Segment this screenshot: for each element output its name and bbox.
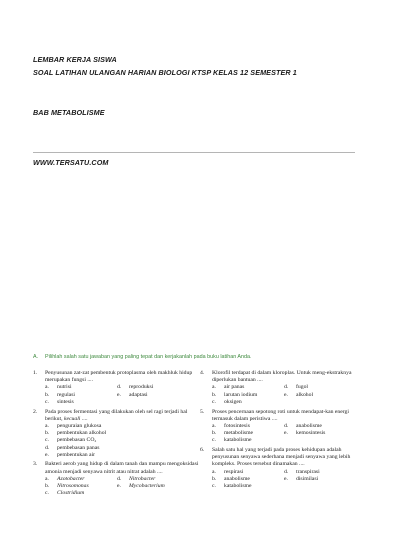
- answer-option: [212, 423, 284, 430]
- questions-left-column: [33, 370, 199, 500]
- answer-option: [212, 392, 284, 399]
- answer-option: [117, 384, 189, 391]
- answer-options: [212, 384, 368, 406]
- answer-option: [45, 452, 189, 459]
- question-text: Salah satu hal yang terjadi pada proses kehidupan adalah penyusunan senyawa sederhana menjadi senyawa yang lebih kompleks. Proses tersebut dinamakan ....: [212, 447, 351, 468]
- horizontal-divider: [33, 152, 355, 153]
- option-text: pembebasan panas: [57, 444, 100, 451]
- option-letter: c.: [45, 490, 49, 497]
- answer-option: [212, 384, 284, 391]
- answer-option: [45, 399, 117, 406]
- option-text: respirasi: [224, 468, 244, 475]
- option-text: Mycobacterium: [129, 483, 165, 490]
- question-number: 2.: [33, 408, 38, 415]
- option-text: air panas: [224, 384, 245, 391]
- answer-option: [45, 445, 189, 452]
- chapter-title: BAB METABOLISME: [33, 108, 105, 117]
- option-text: Nitrosomonas: [57, 483, 89, 490]
- option-text: regulasi: [57, 391, 76, 398]
- answer-option: [45, 490, 117, 497]
- option-text: transpirasi: [296, 468, 320, 475]
- option-text: metabolisme: [224, 430, 254, 437]
- questions-right-column: [200, 370, 368, 493]
- answer-option: [284, 423, 356, 430]
- question-item: [33, 370, 199, 406]
- answer-option: [45, 423, 189, 430]
- option-text: penguraian glukosa: [57, 422, 102, 429]
- answer-option: [45, 483, 117, 490]
- answer-options: [45, 476, 199, 498]
- option-text: Clostridium: [57, 490, 85, 497]
- option-text: adaptasi: [129, 391, 148, 398]
- option-letter: b.: [212, 475, 217, 482]
- question-item: [33, 409, 199, 459]
- option-text: alkohol: [296, 391, 314, 398]
- answer-options: [45, 384, 199, 406]
- option-letter: b.: [212, 391, 217, 398]
- instruction-text: Pilihlah salah satu jawaban yang paling tepat dan kerjakanlah pada buku latihan Anda.: [45, 354, 252, 360]
- question-number: 4.: [200, 370, 205, 376]
- option-letter: b.: [45, 483, 50, 490]
- option-letter: a.: [45, 422, 49, 429]
- option-letter: e.: [45, 451, 49, 458]
- answer-option: [117, 476, 189, 483]
- question-text: Klorofil terdapat di dalam kloroplas. Untuk meng-ekstraknya diperlukan bantuan ....: [212, 370, 352, 384]
- section-instruction: [33, 354, 252, 360]
- question-item: [200, 409, 368, 445]
- option-letter: a.: [45, 475, 49, 482]
- answer-options: [212, 469, 368, 491]
- answer-option: [284, 469, 356, 476]
- question-text: Proses pencernaan sepotong roti untuk mendapat-kan energi termasuk dalam peristiwa ....: [212, 408, 349, 422]
- answer-option: [117, 483, 189, 490]
- option-text: fugol: [296, 384, 309, 391]
- question-number: 3.: [33, 461, 38, 468]
- answer-option: [45, 476, 117, 483]
- option-letter: b.: [45, 391, 50, 398]
- option-letter: e.: [117, 391, 121, 398]
- option-letter: d.: [117, 384, 122, 391]
- option-text: anabolisme: [224, 475, 250, 482]
- option-letter: c.: [212, 483, 216, 490]
- question-text: Bakteri aerob yang hidup di dalam tanah dan mampu mengoksidasi amonia menjadi senyawa nitrit atau nitrat adalah ....: [45, 461, 199, 475]
- question-text: Pada proses fermentasi yang dilakukan oleh sel ragi terjadi hal berikut, kecuali ....: [45, 408, 188, 422]
- option-letter: b.: [45, 430, 50, 437]
- option-letter: a.: [212, 422, 216, 429]
- answer-option: [284, 476, 356, 483]
- option-text: reproduksi: [129, 384, 154, 391]
- option-letter: d.: [284, 422, 289, 429]
- emphasis-word: kecuali: [63, 415, 81, 422]
- question-number: 5.: [200, 408, 205, 415]
- option-letter: d.: [117, 475, 122, 482]
- worksheet-subtitle: SOAL LATIHAN ULANGAN HARIAN BIOLOGI KTSP KELAS 12 SEMESTER 1: [33, 68, 297, 77]
- option-text: katabolisme: [224, 483, 252, 490]
- answer-option: [212, 399, 284, 406]
- answer-option: [284, 384, 356, 391]
- option-letter: c.: [212, 437, 216, 444]
- question-item: [200, 370, 368, 406]
- option-letter: b.: [212, 430, 217, 437]
- answer-option: [117, 392, 189, 399]
- answer-option: [212, 437, 284, 444]
- answer-options: [45, 423, 199, 459]
- answer-option: [212, 483, 284, 490]
- option-letter: e.: [284, 430, 288, 437]
- option-letter: d.: [284, 468, 289, 475]
- worksheet-title: LEMBAR KERJA SISWA: [33, 55, 117, 64]
- option-text: disimilasi: [296, 475, 319, 482]
- option-text: larutan iodium: [224, 391, 258, 398]
- option-text: kemosintesis: [296, 430, 326, 437]
- question-number: 6.: [200, 447, 205, 454]
- option-text: pembebasan CO₂: [57, 437, 97, 444]
- option-text: Azotobacter: [57, 475, 85, 482]
- question-text: Penyusunan zat-zat pembentuk protoplasma oleh makhluk hidup merupakan fungsi ....: [45, 370, 193, 384]
- answer-option: [45, 437, 189, 444]
- option-letter: e.: [284, 475, 288, 482]
- option-text: anabolisme: [296, 422, 322, 429]
- answer-options: [212, 423, 368, 445]
- option-text: sintesis: [57, 398, 74, 405]
- option-text: pembentukan air: [57, 451, 96, 458]
- option-letter: a.: [212, 384, 216, 391]
- option-text: pembentukan alkohol: [57, 430, 107, 437]
- question-item: [33, 461, 199, 497]
- option-letter: d.: [284, 384, 289, 391]
- answer-option: [45, 384, 117, 391]
- option-text: nutrisi: [57, 384, 72, 391]
- option-letter: c.: [212, 398, 216, 405]
- answer-option: [45, 430, 189, 437]
- option-text: Nitrobacter: [129, 475, 156, 482]
- option-letter: c.: [45, 398, 49, 405]
- option-text: katabolisme: [224, 437, 252, 444]
- answer-option: [45, 392, 117, 399]
- answer-option: [284, 392, 356, 399]
- option-letter: d.: [45, 444, 50, 451]
- option-letter: c.: [45, 437, 49, 444]
- website-label: WWW.TERSATU.COM: [33, 158, 109, 167]
- question-item: [200, 447, 368, 490]
- answer-option: [212, 476, 284, 483]
- answer-option: [212, 469, 284, 476]
- answer-option: [212, 430, 284, 437]
- answer-option: [284, 430, 356, 437]
- option-text: fotosintesis: [224, 422, 250, 429]
- option-letter: e.: [117, 483, 121, 490]
- option-text: oksigen: [224, 398, 242, 405]
- option-letter: a.: [45, 384, 49, 391]
- option-letter: e.: [284, 391, 288, 398]
- option-letter: a.: [212, 468, 216, 475]
- question-number: 1.: [33, 370, 38, 376]
- section-letter: A.: [33, 354, 39, 360]
